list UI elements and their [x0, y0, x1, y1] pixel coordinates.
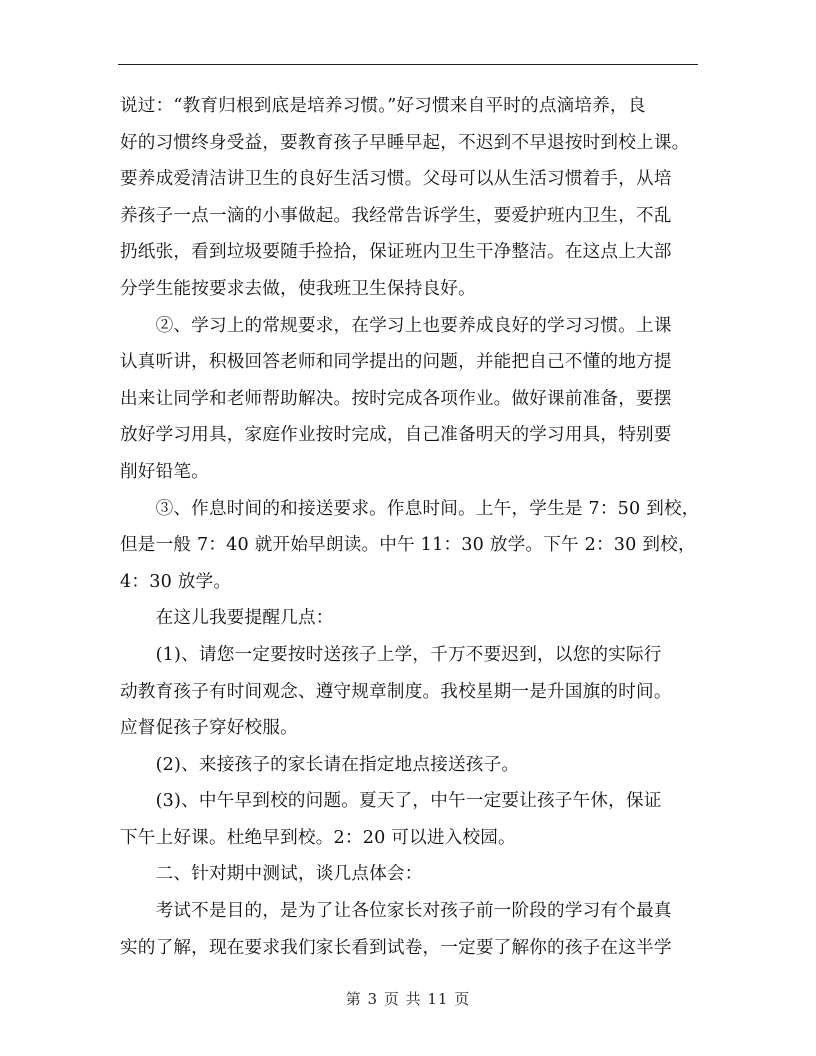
paragraph-reminder-3: (3)、中午早到校的问题。夏天了，中午一定要让孩子午休，保证 下午上好课。杜绝早到校。2：20 可以进入校园。	[120, 791, 662, 848]
paragraph-reminder-2: (2)、来接孩子的家长请在指定地点接送孩子。	[120, 754, 520, 775]
document-body	[120, 88, 700, 966]
paragraph-reminder-heading: 在这儿我要提醒几点：	[120, 608, 334, 629]
paragraph-habits: 说过：“教育归根到底是培养习惯。”好习惯来自平时的点滴培养，良 好的习惯终身受益，要教育孩子早睡早起，不迟到不早退按时到校上课。 要养成爱清洁讲卫生的良好生活习惯。父母可以从生活习惯着手，从培 养孩子一点一滴的小事做起。我经常告诉学生，要爱护班内卫生，不乱 扔纸张，看到垃圾要随手捡拾，保证班内卫生干净整洁。在这点上大部 分学生能按要求去做，使我班卫生保持良好。	[120, 96, 690, 299]
header-rule	[118, 64, 698, 65]
paragraph-reminder-1: (1)、请您一定要按时送孩子上学，千万不要迟到，以您的实际行 动教育孩子有时间观念、遵守规章制度。我校星期一是升国旗的时间。 应督促孩子穿好校服。	[120, 644, 672, 739]
paragraph-exam: 考试不是目的，是为了让各位家长对孩子前一阶段的学习有个最真 实的了解，现在要求我们家长看到试卷，一定要了解你的孩子在这半学	[120, 901, 672, 958]
paragraph-schedule: ③、作息时间的和接送要求。作息时间。上午，学生是 7：50 到校， 但是一般 7：40 就开始早朗读。中午 11：30 放学。下午 2：30 到校， 4：30 放学。	[120, 498, 700, 592]
page-number-footer: 第 3 页 共 11 页	[345, 990, 471, 1008]
paragraph-study-rules: ②、学习上的常规要求，在学习上也要养成良好的学习习惯。上课 认真听讲，积极回答老师和同学提出的问题，并能把自己不懂的地方提 出来让同学和老师帮助解决。按时完成各项作业。做好课前准备，要摆 放好学习用具，家庭作业按时完成，自己准备明天的学习用具，特别要 削好铅笔。	[120, 315, 672, 482]
section-heading-midterm: 二、针对期中测试，谈几点体会：	[120, 864, 423, 885]
